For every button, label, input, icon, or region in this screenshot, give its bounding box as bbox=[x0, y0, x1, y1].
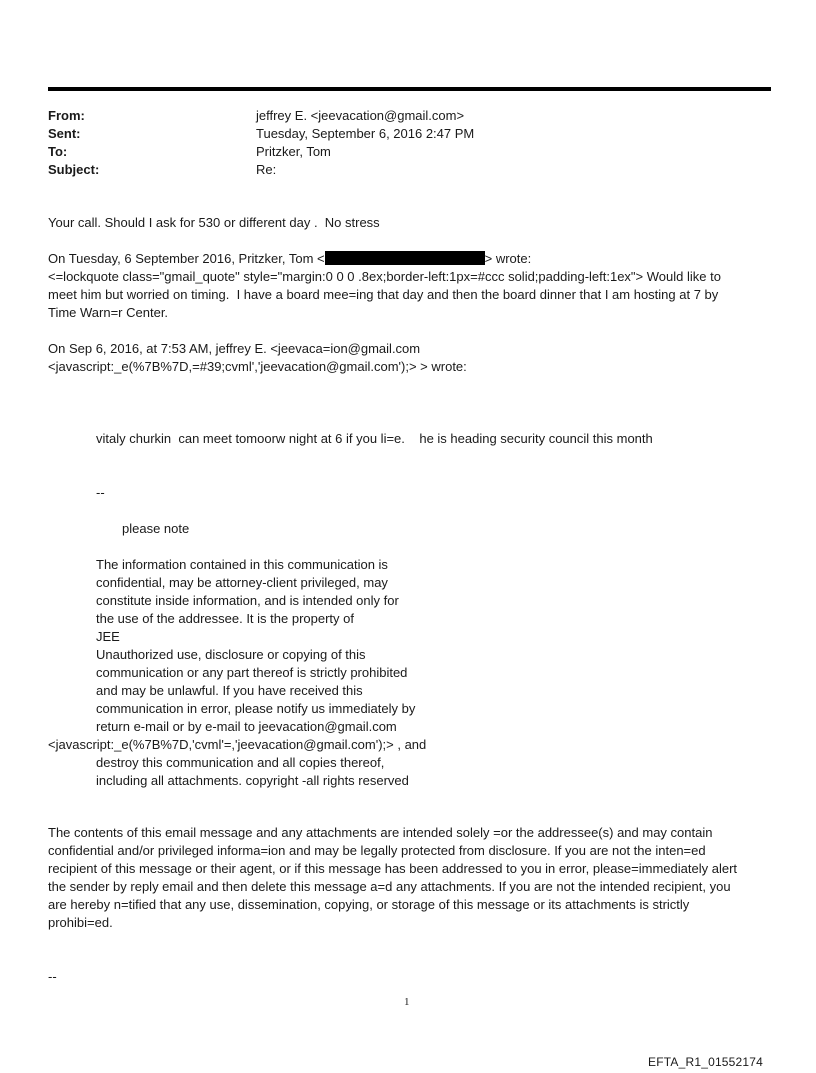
subject-value: Re: bbox=[256, 162, 277, 177]
subject-row bbox=[48, 161, 474, 179]
quoted-message: <=lockquote class="gmail_quote" style="margin:0 0 0 .8ex;border-left:1px=#ccc solid;padding-left:1ex"> Would like to meet him but worried on timing. I have a board mee=ing that day and then the board dinner that I am hosting at 7 by Time Warn=r Center. bbox=[48, 269, 721, 320]
redaction-bar bbox=[325, 251, 485, 265]
confidentiality-notice: The contents of this email message and any attachments are intended solely =or the addressee(s) and may contain confidential and/or privileged informa=ion and may be legally protected from disclosure. If you are not the inten=ed recipient of this message or their agent, or if this message has been addressed to you in error, please=immediately alert the sender by reply email and then delete this message a=d any attachments. If you are not the intended recipient, you are hereby n=tified that any use, dissemination, copying, or storage of this message or its attachments is strictly prohibi=ed. bbox=[48, 825, 738, 930]
header-rule bbox=[48, 87, 771, 91]
reply-text: Your call. Should I ask for 530 or different day . No stress bbox=[48, 215, 380, 230]
earlier-intro: On Sep 6, 2016, at 7:53 AM, jeffrey E. <jeevaca=ion@gmail.com <javascript:_e(%7B%7D,=#39;cvml','jeevacation@gmail.com');> > wrote: bbox=[48, 341, 467, 374]
page-number: 1 bbox=[404, 996, 410, 1008]
document-id: EFTA_R1_01552174 bbox=[648, 1055, 764, 1069]
subject-label: Subject: bbox=[48, 162, 100, 177]
quote-intro-prefix: On Tuesday, 6 September 2016, Pritzker, Tom < bbox=[48, 251, 325, 266]
from-label: From: bbox=[48, 108, 85, 123]
disclaimer-part-2: destroy this communication and all copies thereof, including all attachments. copyright -all rights reserved bbox=[96, 755, 409, 788]
quote-intro-suffix: > wrote: bbox=[484, 251, 532, 266]
quote-intro bbox=[48, 250, 531, 268]
original-message: vitaly churkin can meet tomoorw night at 6 if you li=e. he is heading security council this month bbox=[96, 431, 653, 446]
to-value: Pritzker, Tom bbox=[256, 144, 331, 159]
signature-dash: -- bbox=[96, 485, 105, 500]
end-dash: -- bbox=[48, 969, 57, 984]
sent-row bbox=[48, 125, 474, 143]
from-row bbox=[48, 107, 474, 125]
please-note: please note bbox=[122, 521, 190, 536]
email-header bbox=[48, 107, 474, 179]
disclaimer-javascript-line: <javascript:_e(%7B%7D,'cvml'=,'jeevacation@gmail.com');> , and bbox=[48, 737, 427, 752]
from-value: jeffrey E. <jeevacation@gmail.com> bbox=[256, 108, 465, 123]
to-label: To: bbox=[48, 144, 68, 159]
sent-value: Tuesday, September 6, 2016 2:47 PM bbox=[256, 126, 475, 141]
disclaimer-part-1: The information contained in this communication is confidential, may be attorney-client privileged, may constitute inside information, and is intended only for the use of the addressee. It is the property of JEE Unauthorized use, disclosure or copying of this communication or any part thereof is strictly prohibited and may be unlawful. If you have received this communication in error, please notify us immediately by return e-mail or by e-mail to jeevacation@gmail.com bbox=[96, 557, 416, 734]
to-row bbox=[48, 143, 474, 161]
sent-label: Sent: bbox=[48, 126, 81, 141]
